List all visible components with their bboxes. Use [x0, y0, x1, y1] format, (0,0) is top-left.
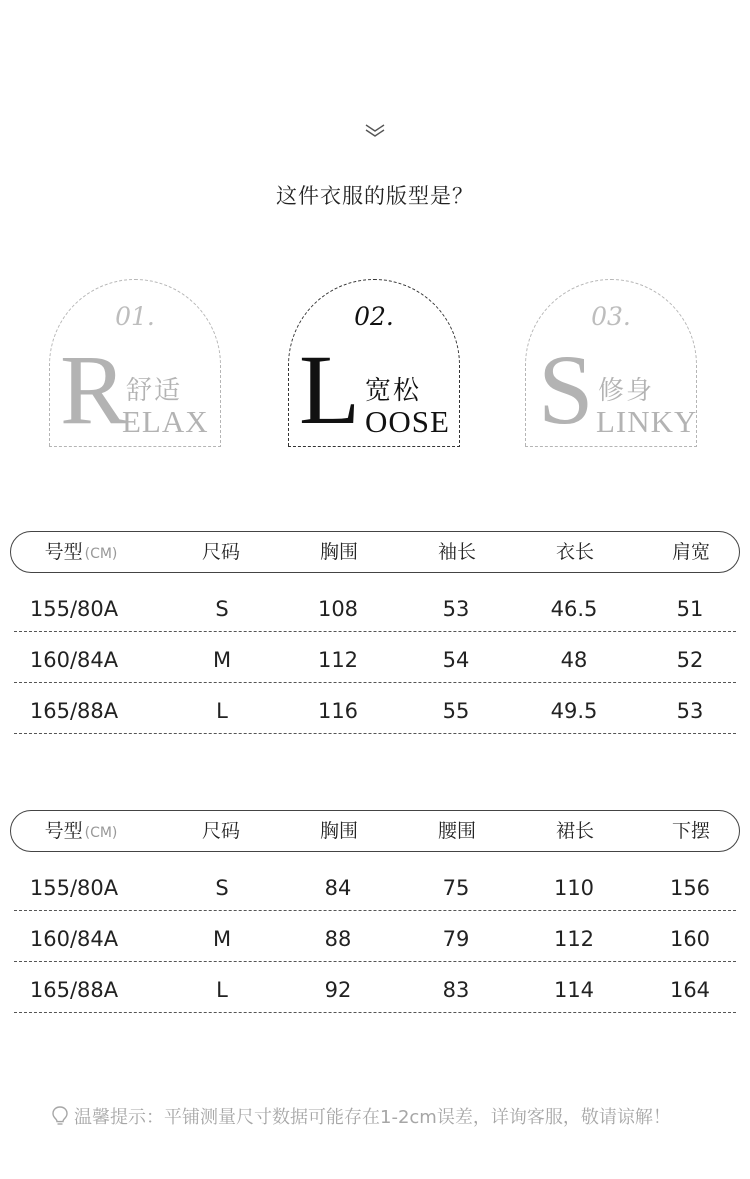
table-cell: 53	[676, 699, 704, 723]
chevron-down-icon	[363, 122, 387, 140]
table-cell: M	[212, 648, 232, 672]
fit-card-initial: S	[538, 334, 594, 445]
table-cell: 49.5	[550, 699, 598, 723]
fit-card-english-label: LINKY	[596, 404, 698, 439]
table-cell: 83	[442, 978, 470, 1002]
fit-card-number: 01.	[115, 302, 155, 331]
table-cell: 108	[317, 597, 359, 621]
fit-card-chinese-label: 宽松	[365, 376, 422, 406]
table-cell: 52	[676, 648, 704, 672]
header-cell: 袖长	[437, 541, 476, 563]
table-row	[14, 632, 736, 683]
header-cell: 尺码	[201, 541, 240, 563]
header-cell: 衣长	[555, 541, 594, 563]
fit-card-chinese-label: 修身	[598, 376, 655, 406]
table-cell: 156	[669, 876, 711, 900]
table-row	[14, 683, 736, 734]
fit-card-slinky	[525, 279, 697, 447]
fit-card-number: 03.	[591, 302, 631, 331]
table-cell: M	[212, 927, 232, 951]
fit-card-number: 02.	[354, 302, 394, 331]
table-cell: 75	[442, 876, 470, 900]
table-cell: 79	[442, 927, 470, 951]
fit-card-english-label: ELAX	[122, 404, 209, 439]
table-cell: 54	[442, 648, 470, 672]
header-cell: 下摆	[671, 820, 710, 842]
header-cell: 腰围	[437, 820, 476, 842]
table-cell: L	[216, 699, 228, 723]
table-cell: 160	[669, 927, 711, 951]
header-cell: 号型 (CM)	[44, 541, 118, 563]
table-cell: 155/80A	[29, 876, 119, 900]
top-size-table-header	[10, 531, 740, 573]
table-cell: S	[215, 876, 229, 900]
table-cell: 51	[676, 597, 704, 621]
header-cell: 胸围	[319, 541, 358, 563]
table-row	[14, 860, 736, 911]
fit-card-loose	[288, 279, 460, 447]
table-cell: 48	[560, 648, 588, 672]
table-cell: 55	[442, 699, 470, 723]
fit-question: 这件衣服的版型是？	[276, 184, 474, 208]
table-cell: 160/84A	[29, 648, 119, 672]
table-cell: 116	[317, 699, 359, 723]
table-cell: 160/84A	[29, 927, 119, 951]
table-cell: S	[215, 597, 229, 621]
fit-card-english-label: OOSE	[365, 404, 450, 439]
table-row	[14, 962, 736, 1013]
header-cell: 尺码	[201, 820, 240, 842]
table-cell: 112	[553, 927, 595, 951]
bottom-size-table-header	[10, 810, 740, 852]
table-row	[14, 911, 736, 962]
table-cell: 46.5	[550, 597, 598, 621]
tip-text: 温馨提示：平铺测量尺寸数据可能存在1-2cm误差，详询客服，敬请谅解！	[74, 1107, 671, 1128]
table-cell: 112	[317, 648, 359, 672]
table-cell: 84	[324, 876, 352, 900]
table-cell: 114	[553, 978, 595, 1002]
header-cell: 胸围	[319, 820, 358, 842]
table-row	[14, 581, 736, 632]
table-cell: L	[216, 978, 228, 1002]
table-cell: 92	[324, 978, 352, 1002]
lightbulb-icon	[50, 1105, 70, 1127]
table-cell: 165/88A	[29, 699, 119, 723]
table-cell: 110	[553, 876, 595, 900]
header-cell: 号型 (CM)	[44, 820, 118, 842]
table-cell: 53	[442, 597, 470, 621]
table-cell: 88	[324, 927, 352, 951]
table-cell: 155/80A	[29, 597, 119, 621]
header-cell: 裙长	[555, 820, 594, 842]
tip-note	[50, 1103, 671, 1129]
fit-card-chinese-label: 舒适	[126, 376, 183, 406]
table-cell: 164	[669, 978, 711, 1002]
fit-card-initial: L	[299, 334, 361, 445]
header-cell: 肩宽	[671, 541, 710, 563]
table-cell: 165/88A	[29, 978, 119, 1002]
fit-card-initial: R	[60, 334, 127, 445]
fit-card-relax	[49, 279, 221, 447]
